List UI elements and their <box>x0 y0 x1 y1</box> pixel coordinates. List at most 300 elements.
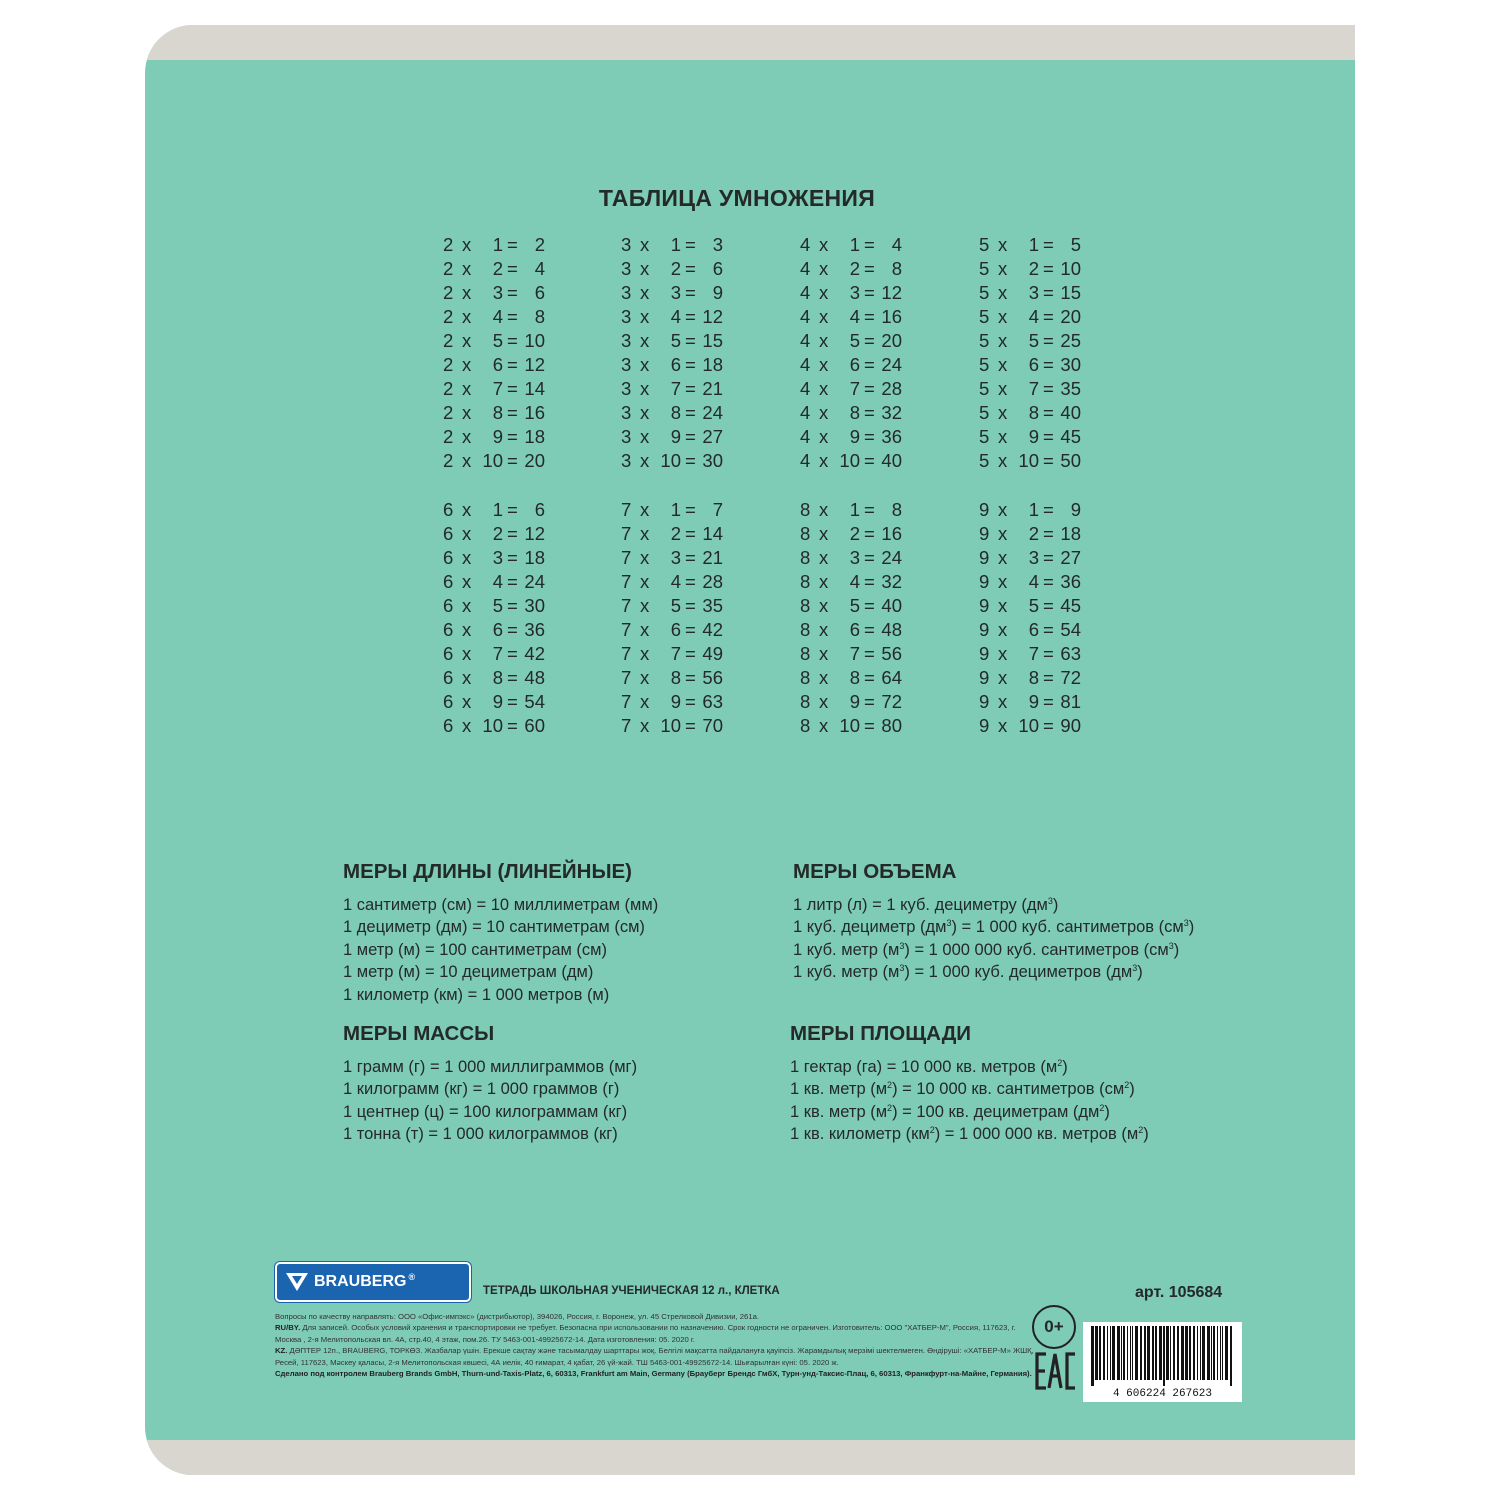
article-number: арт. 105684 <box>1135 1284 1223 1301</box>
mass-section <box>343 1022 637 1146</box>
multiplication-row <box>979 642 1089 666</box>
factor-a: 6 <box>443 643 454 665</box>
multiplication-row <box>800 594 910 618</box>
eac-mark <box>1034 1350 1078 1397</box>
factor-b: 4 <box>1028 571 1039 593</box>
factor-b: 8 <box>492 667 503 689</box>
equals-sign: = <box>685 306 696 328</box>
factor-b: 7 <box>849 378 860 400</box>
times-sign: x <box>998 715 1008 737</box>
factor-a: 7 <box>621 523 632 545</box>
times-sign: x <box>640 282 650 304</box>
equals-sign: = <box>864 450 875 472</box>
logo-text: BRAUBERG <box>314 1273 407 1290</box>
factor-b: 6 <box>492 354 503 376</box>
factor-a: 4 <box>800 330 811 352</box>
equals-sign: = <box>507 715 518 737</box>
times-sign: x <box>640 595 650 617</box>
factor-b: 3 <box>492 547 503 569</box>
factor-a: 2 <box>443 402 454 424</box>
times-sign: x <box>640 234 650 255</box>
barcode-bar <box>1211 1326 1212 1380</box>
barcode-bar <box>1144 1326 1146 1380</box>
equals-sign: = <box>1043 523 1054 545</box>
product-value: 14 <box>524 378 545 400</box>
barcode-bar <box>1230 1326 1232 1386</box>
product-value: 12 <box>524 354 545 376</box>
factor-b: 10 <box>839 715 860 737</box>
factor-b: 5 <box>1028 330 1039 352</box>
barcode-bar <box>1091 1326 1094 1386</box>
equals-sign: = <box>1043 354 1054 376</box>
factor-b: 4 <box>670 306 681 328</box>
times-sign: x <box>819 643 829 665</box>
age-rating-badge: 0+ <box>1032 1305 1076 1349</box>
factor-b: 1 <box>670 234 681 255</box>
product-value: 8 <box>891 258 902 280</box>
barcode-bar <box>1152 1326 1154 1380</box>
factor-b: 7 <box>670 643 681 665</box>
equals-sign: = <box>685 499 696 520</box>
factor-b: 10 <box>482 715 503 737</box>
factor-b: 7 <box>1028 643 1039 665</box>
fine-print-bold: RU/BY. <box>275 1323 301 1333</box>
times-sign: x <box>462 643 472 665</box>
factor-a: 2 <box>443 330 454 352</box>
brauberg-logo <box>275 1262 471 1302</box>
factor-a: 4 <box>800 378 811 400</box>
times-sign: x <box>462 402 472 424</box>
barcode-bar <box>1155 1326 1157 1380</box>
multiplication-row <box>443 377 553 401</box>
times-sign: x <box>462 330 472 352</box>
product-value: 40 <box>881 450 902 472</box>
multiplication-row <box>443 305 553 329</box>
equals-sign: = <box>507 571 518 593</box>
factor-a: 5 <box>979 258 990 280</box>
product-value: 10 <box>1060 258 1081 280</box>
multiplication-row <box>800 425 910 449</box>
factor-a: 2 <box>443 282 454 304</box>
volume-line: 1 литр (л) = 1 куб. дециметру $(дм^3)$ <box>793 896 1059 914</box>
equals-sign: = <box>685 450 696 472</box>
factor-a: 6 <box>443 715 454 737</box>
barcode-bar <box>1173 1326 1175 1380</box>
multiplication-row <box>979 305 1089 329</box>
equals-sign: = <box>507 523 518 545</box>
product-value: 30 <box>1060 354 1081 376</box>
product-value: 16 <box>524 402 545 424</box>
product-value: 24 <box>881 547 902 569</box>
multiplication-title: ТАБЛИЦА УМНОЖЕНИЯ <box>598 185 876 211</box>
factor-a: 8 <box>800 643 811 665</box>
mass-line: 1 тонна (т) = 1 000 килограммов (кг) <box>343 1125 618 1144</box>
product-value: 18 <box>524 426 545 448</box>
multiplication-row <box>443 666 553 690</box>
equals-sign: = <box>864 691 875 713</box>
multiplication-row <box>979 425 1089 449</box>
times-sign: x <box>998 571 1008 593</box>
factor-a: 4 <box>800 258 811 280</box>
barcode-bar <box>1185 1326 1188 1380</box>
equals-sign: = <box>864 282 875 304</box>
times-sign: x <box>998 499 1008 520</box>
times-sign: x <box>640 667 650 689</box>
multiplication-row <box>979 498 1089 522</box>
times-sign: x <box>998 282 1008 304</box>
product-value: 36 <box>881 426 902 448</box>
product-value: 3 <box>712 234 723 255</box>
factor-b: 9 <box>492 426 503 448</box>
multiplication-row <box>621 498 731 522</box>
product-value: 35 <box>702 595 723 617</box>
product-value: 15 <box>702 330 723 352</box>
multiplication-row <box>800 257 910 281</box>
product-value: 8 <box>891 499 902 520</box>
equals-sign: = <box>685 691 696 713</box>
multiplication-row <box>979 281 1089 305</box>
factor-b: 3 <box>670 282 681 304</box>
factor-b: 4 <box>670 571 681 593</box>
factor-a: 5 <box>979 330 990 352</box>
factor-b: 6 <box>670 354 681 376</box>
product-value: 12 <box>881 282 902 304</box>
length-line: 1 сантиметр (см) = 10 миллиметрам (мм) <box>343 896 659 914</box>
multiplication-column <box>443 498 553 738</box>
times-sign: x <box>819 306 829 328</box>
mass-line: 1 грамм (г) = 1 000 миллиграммов (мг) <box>343 1058 638 1076</box>
bottom-band <box>145 1440 1355 1475</box>
factor-a: 6 <box>443 523 454 545</box>
barcode-bar <box>1123 1326 1125 1380</box>
product-value: 49 <box>702 643 723 665</box>
factor-a: 3 <box>621 306 632 328</box>
multiplication-row <box>979 257 1089 281</box>
product-value: 42 <box>702 619 723 641</box>
multiplication-row <box>800 377 910 401</box>
barcode-bar <box>1117 1326 1120 1380</box>
length-section <box>343 860 658 1006</box>
times-sign: x <box>640 643 650 665</box>
multiplication-row <box>800 281 910 305</box>
multiplication-row <box>443 714 553 738</box>
factor-b: 1 <box>1028 234 1039 255</box>
product-value: 50 <box>1060 450 1081 472</box>
product-value: 14 <box>702 523 723 545</box>
barcode-bar <box>1095 1326 1098 1380</box>
factor-b: 2 <box>1028 258 1039 280</box>
times-sign: x <box>462 426 472 448</box>
factor-a: 3 <box>621 258 632 280</box>
factor-a: 9 <box>979 619 990 641</box>
times-sign: x <box>998 354 1008 376</box>
multiplication-row <box>979 377 1089 401</box>
equals-sign: = <box>864 499 875 520</box>
multiplication-row <box>800 546 910 570</box>
fine-print-paragraph <box>275 1322 1035 1345</box>
times-sign: x <box>462 306 472 328</box>
length-line: 1 дециметр (дм) = 10 сантиметрам (см) <box>343 918 645 937</box>
product-value: 24 <box>524 571 545 593</box>
factor-a: 3 <box>621 402 632 424</box>
multiplication-column <box>979 233 1089 473</box>
product-value: 8 <box>534 306 545 328</box>
times-sign: x <box>998 402 1008 424</box>
multiplication-row <box>621 401 731 425</box>
multiplication-row <box>621 281 731 305</box>
factor-a: 7 <box>621 691 632 713</box>
product-value: 4 <box>534 258 545 280</box>
factor-b: 9 <box>670 691 681 713</box>
factor-a: 2 <box>443 426 454 448</box>
barcode-bar <box>1200 1326 1201 1380</box>
factor-a: 5 <box>979 306 990 328</box>
equals-sign: = <box>685 282 696 304</box>
factor-a: 7 <box>621 715 632 737</box>
multiplication-row <box>979 618 1089 642</box>
factor-b: 2 <box>849 523 860 545</box>
product-value: 18 <box>702 354 723 376</box>
barcode <box>1083 1322 1242 1402</box>
factor-a: 6 <box>443 691 454 713</box>
product-value: 20 <box>1060 306 1081 328</box>
factor-a: 8 <box>800 595 811 617</box>
multiplication-row <box>979 449 1089 473</box>
factor-b: 7 <box>1028 378 1039 400</box>
product-value: 81 <box>1060 691 1081 713</box>
product-value: 54 <box>524 691 545 713</box>
equals-sign: = <box>685 402 696 424</box>
times-sign: x <box>819 691 829 713</box>
times-sign: x <box>819 523 829 545</box>
factor-b: 1 <box>492 499 503 520</box>
factor-a: 8 <box>800 523 811 545</box>
product-value: 2 <box>534 234 545 255</box>
factor-b: 3 <box>670 547 681 569</box>
equals-sign: = <box>864 595 875 617</box>
times-sign: x <box>462 499 472 520</box>
barcode-bar <box>1110 1326 1111 1380</box>
product-value: 27 <box>1060 547 1081 569</box>
factor-b: 3 <box>849 547 860 569</box>
times-sign: x <box>819 571 829 593</box>
factor-a: 7 <box>621 619 632 641</box>
equals-sign: = <box>864 306 875 328</box>
times-sign: x <box>998 450 1008 472</box>
equals-sign: = <box>864 715 875 737</box>
factor-b: 1 <box>670 499 681 520</box>
factor-a: 8 <box>800 715 811 737</box>
equals-sign: = <box>864 258 875 280</box>
times-sign: x <box>819 667 829 689</box>
product-value: 9 <box>712 282 723 304</box>
product-value: 72 <box>1060 667 1081 689</box>
fine-print <box>275 1311 1035 1379</box>
multiplication-row <box>621 449 731 473</box>
multiplication-row <box>800 570 910 594</box>
factor-b: 7 <box>670 378 681 400</box>
multiplication-row <box>621 522 731 546</box>
equals-sign: = <box>864 619 875 641</box>
factor-a: 3 <box>621 378 632 400</box>
factor-a: 5 <box>979 450 990 472</box>
factor-b: 1 <box>849 234 860 255</box>
multiplication-row <box>443 690 553 714</box>
equals-sign: = <box>1043 450 1054 472</box>
equals-sign: = <box>685 354 696 376</box>
multiplication-row <box>979 353 1089 377</box>
product-value: 20 <box>881 330 902 352</box>
equals-sign: = <box>507 354 518 376</box>
product-value: 36 <box>524 619 545 641</box>
product-value: 7 <box>712 499 723 520</box>
barcode-bar <box>1220 1326 1221 1380</box>
factor-a: 8 <box>800 667 811 689</box>
barcode-bar <box>1222 1326 1223 1380</box>
area-line: 1 гектар (га) = 10 000 кв. метров $(м^2)$ <box>790 1058 1068 1076</box>
product-value: 45 <box>1060 426 1081 448</box>
multiplication-column <box>800 498 910 738</box>
length-heading: МЕРЫ ДЛИНЫ (ЛИНЕЙНЫЕ) <box>343 860 633 883</box>
factor-a: 8 <box>800 547 811 569</box>
equals-sign: = <box>1043 402 1054 424</box>
multiplication-row <box>621 305 731 329</box>
factor-b: 9 <box>670 426 681 448</box>
factor-a: 2 <box>443 450 454 472</box>
product-value: 12 <box>702 306 723 328</box>
product-value: 48 <box>881 619 902 641</box>
length-line: 1 метр (м) = 10 дециметрам (дм) <box>343 963 594 982</box>
multiplication-row <box>443 594 553 618</box>
multiplication-row <box>621 377 731 401</box>
equals-sign: = <box>685 715 696 737</box>
volume-heading: МЕРЫ ОБЪЕМА <box>793 860 957 883</box>
product-value: 56 <box>702 667 723 689</box>
equals-sign: = <box>1043 691 1054 713</box>
times-sign: x <box>819 547 829 569</box>
multiplication-row <box>621 690 731 714</box>
factor-a: 5 <box>979 354 990 376</box>
factor-a: 6 <box>443 595 454 617</box>
factor-b: 6 <box>1028 354 1039 376</box>
multiplication-row <box>979 329 1089 353</box>
times-sign: x <box>640 402 650 424</box>
times-sign: x <box>462 715 472 737</box>
multiplication-row <box>443 257 553 281</box>
equals-sign: = <box>507 643 518 665</box>
times-sign: x <box>462 619 472 641</box>
times-sign: x <box>462 378 472 400</box>
product-value: 24 <box>881 354 902 376</box>
barcode-bar <box>1225 1326 1228 1380</box>
equals-sign: = <box>685 523 696 545</box>
multiplication-row <box>621 329 731 353</box>
equals-sign: = <box>864 571 875 593</box>
factor-a: 7 <box>621 667 632 689</box>
equals-sign: = <box>1043 330 1054 352</box>
product-value: 54 <box>1060 619 1081 641</box>
equals-sign: = <box>864 354 875 376</box>
multiplication-row <box>621 353 731 377</box>
multiplication-row <box>800 329 910 353</box>
multiplication-row <box>800 233 910 257</box>
product-value: 30 <box>524 595 545 617</box>
equals-sign: = <box>507 499 518 520</box>
multiplication-row <box>800 353 910 377</box>
times-sign: x <box>462 282 472 304</box>
factor-b: 5 <box>849 595 860 617</box>
times-sign: x <box>640 426 650 448</box>
multiplication-row <box>800 305 910 329</box>
times-sign: x <box>640 378 650 400</box>
barcode-bar <box>1132 1326 1133 1380</box>
equals-sign: = <box>864 523 875 545</box>
barcode-bar <box>1159 1326 1162 1380</box>
barcode-digits: 4 606224 267623 <box>1112 1388 1213 1400</box>
product-value: 6 <box>712 258 723 280</box>
multiplication-row <box>443 618 553 642</box>
barcode-bar <box>1112 1326 1115 1380</box>
multiplication-row <box>621 257 731 281</box>
factor-b: 2 <box>492 258 503 280</box>
factor-a: 2 <box>443 378 454 400</box>
length-lines <box>343 894 658 1006</box>
equals-sign: = <box>507 691 518 713</box>
multiplication-row <box>979 594 1089 618</box>
area-section <box>790 1022 1149 1146</box>
mass-lines <box>343 1056 637 1146</box>
barcode-bar <box>1177 1326 1179 1380</box>
multiplication-row <box>621 546 731 570</box>
factor-a: 3 <box>621 330 632 352</box>
factor-a: 9 <box>979 499 990 520</box>
factor-b: 10 <box>660 715 681 737</box>
factor-b: 6 <box>670 619 681 641</box>
volume-lines <box>793 894 1194 984</box>
product-value: 48 <box>524 667 545 689</box>
factor-b: 9 <box>849 691 860 713</box>
times-sign: x <box>640 571 650 593</box>
factor-b: 9 <box>849 426 860 448</box>
product-value: 9 <box>1070 499 1081 520</box>
equals-sign: = <box>685 571 696 593</box>
multiplication-row <box>979 522 1089 546</box>
times-sign: x <box>640 619 650 641</box>
equals-sign: = <box>507 619 518 641</box>
factor-a: 4 <box>800 450 811 472</box>
multiplication-row <box>443 546 553 570</box>
times-sign: x <box>819 426 829 448</box>
barcode-bar <box>1181 1326 1184 1380</box>
multiplication-row <box>621 714 731 738</box>
times-sign: x <box>998 619 1008 641</box>
equals-sign: = <box>864 667 875 689</box>
factor-b: 7 <box>492 643 503 665</box>
fine-print-paragraph <box>275 1311 1035 1322</box>
multiplication-row <box>800 618 910 642</box>
factor-b: 10 <box>839 450 860 472</box>
equals-sign: = <box>507 426 518 448</box>
product-value: 25 <box>1060 330 1081 352</box>
times-sign: x <box>998 426 1008 448</box>
factor-a: 9 <box>979 691 990 713</box>
product-value: 28 <box>881 378 902 400</box>
product-value: 56 <box>881 643 902 665</box>
barcode-bar <box>1099 1326 1101 1380</box>
equals-sign: = <box>685 619 696 641</box>
equals-sign: = <box>864 330 875 352</box>
factor-b: 9 <box>1028 691 1039 713</box>
